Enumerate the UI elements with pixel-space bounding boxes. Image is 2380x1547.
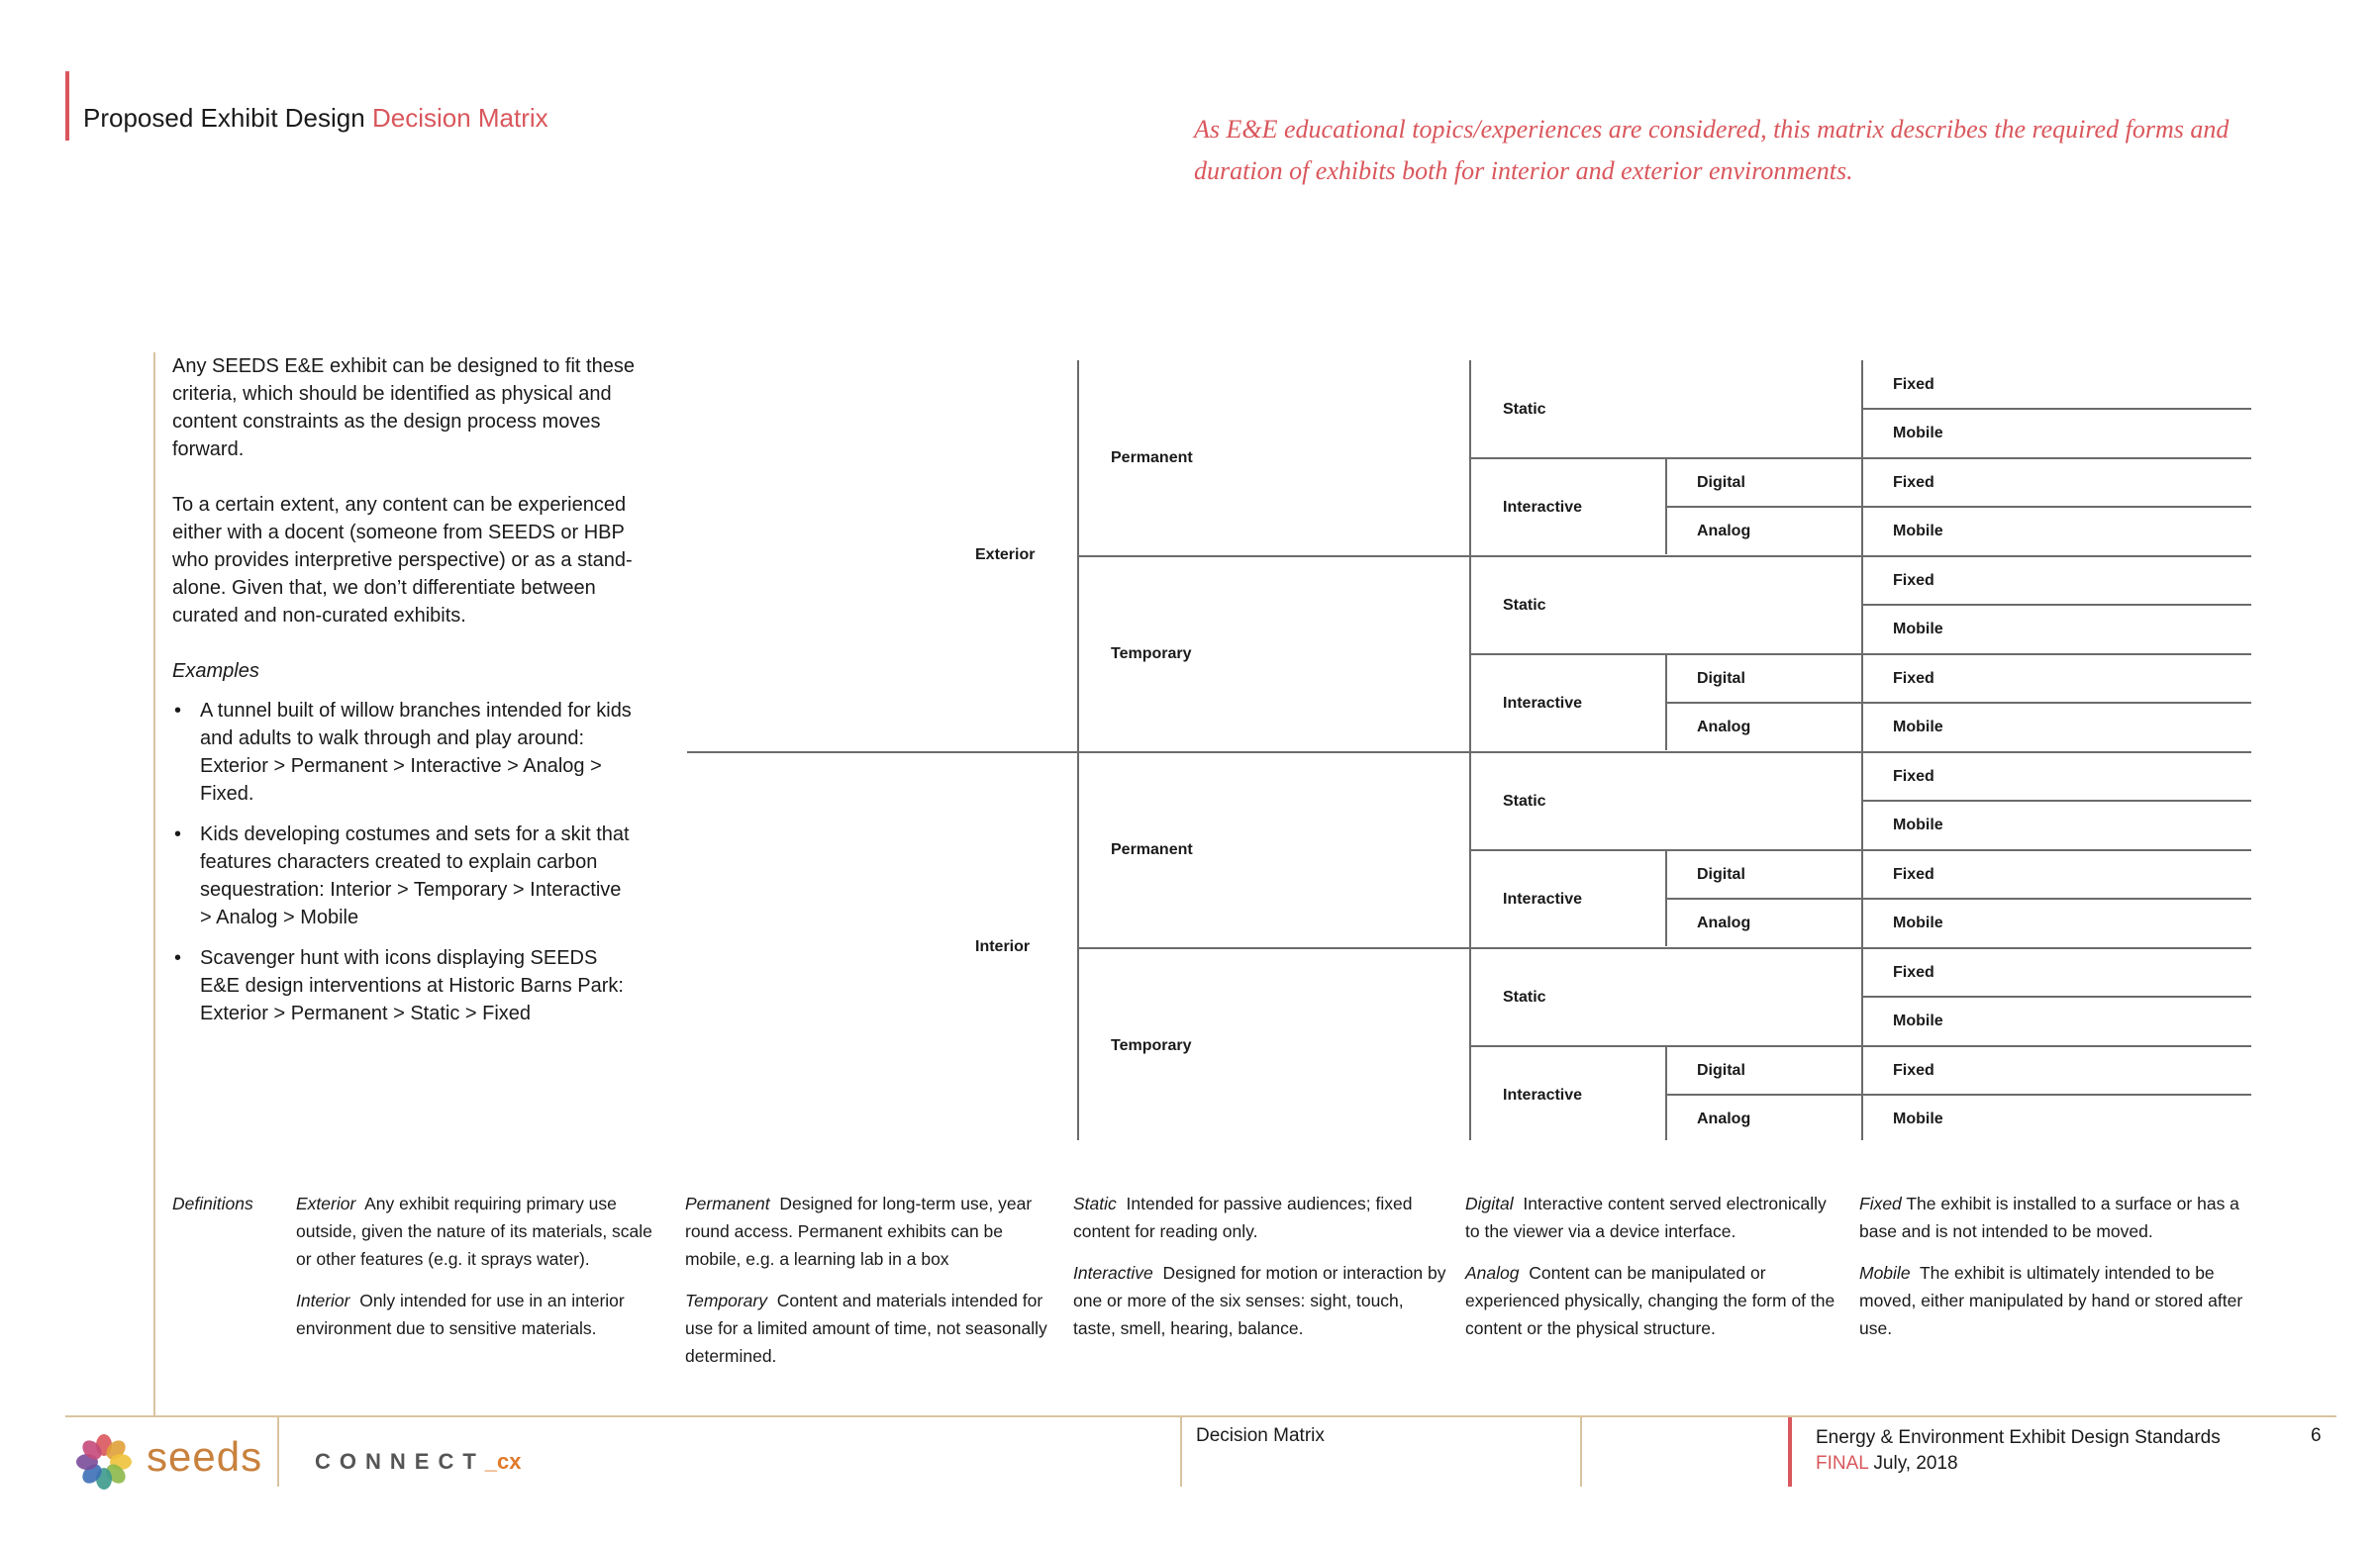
definition-text: The exhibit is ultimately intended to be moved, either manipulated by hand or stored after use. xyxy=(1859,1263,2243,1338)
matrix-label-analog: Analog xyxy=(1697,523,1751,539)
matrix-label-mobile: Mobile xyxy=(1893,1013,1943,1029)
footer-section-name: Decision Matrix xyxy=(1196,1425,1325,1446)
term: Analog xyxy=(1465,1263,1520,1283)
matrix-label-interior: Interior xyxy=(975,938,1031,955)
matrix-label-permanent: Permanent xyxy=(1111,449,1193,466)
flower-icon xyxy=(73,1431,135,1493)
matrix-hline-mode xyxy=(1469,1045,2251,1047)
matrix-label-fixed: Fixed xyxy=(1893,572,1934,589)
matrix-hline-mode xyxy=(1469,849,2251,851)
matrix-label-static: Static xyxy=(1503,989,1546,1006)
footer-accent-bar xyxy=(1788,1417,1792,1487)
footer-date: July, 2018 xyxy=(1873,1453,1958,1474)
matrix-label-mobile: Mobile xyxy=(1893,915,1943,931)
definition-analog xyxy=(1465,1259,1837,1342)
list-item: • A tunnel built of willow branches intended for kids and adults to walk through and play around: Exterior > Permanent > Interactive > Analog > Fixed. xyxy=(172,697,638,808)
matrix-label-mobile: Mobile xyxy=(1893,621,1943,637)
definition-text: Content can be manipulated or experienced physically, changing the form of the content or the physical structure. xyxy=(1465,1263,1835,1338)
matrix-label-digital: Digital xyxy=(1697,866,1745,883)
matrix-hline-mode xyxy=(1469,457,2251,459)
matrix-label-fixed: Fixed xyxy=(1893,866,1934,883)
matrix-hline-type xyxy=(1665,702,2251,704)
matrix-hline-placement xyxy=(1861,800,2251,802)
term: Permanent xyxy=(685,1194,770,1213)
matrix-hline-placement xyxy=(1861,996,2251,998)
definitions-environment xyxy=(296,1190,654,1356)
matrix-label-mobile: Mobile xyxy=(1893,817,1943,833)
matrix-label-mobile: Mobile xyxy=(1893,1111,1943,1127)
matrix-hline-placement xyxy=(1861,604,2251,606)
matrix-label-interactive: Interactive xyxy=(1503,891,1583,908)
definition-text: Only intended for use in an interior environment due to sensitive materials. xyxy=(296,1291,625,1338)
left-column xyxy=(172,352,638,1040)
matrix-hline-duration xyxy=(1077,947,2251,949)
matrix-hline-placement xyxy=(1861,408,2251,410)
term: Interactive xyxy=(1073,1263,1153,1283)
matrix-hline-duration xyxy=(1077,555,2251,557)
matrix-vline-duration xyxy=(1077,360,1079,1140)
footer-doc-title: Energy & Environment Exhibit Design Standards xyxy=(1816,1427,2221,1448)
title-accent-bar xyxy=(65,71,69,141)
seeds-logo-icon xyxy=(73,1431,135,1493)
left-column-rule xyxy=(153,352,155,1415)
intro-quote: As E&E educational topics/experiences are considered, this matrix describes the required forms and duration of exhibits both for interior and exterior environments. xyxy=(1194,115,2230,185)
matrix-label-temporary: Temporary xyxy=(1111,645,1192,662)
definitions-duration xyxy=(685,1190,1053,1384)
intro-paragraph: Any SEEDS E&E exhibit can be designed to fit these criteria, which should be identified as physical and content constraints as the design process moves forward. xyxy=(172,355,635,460)
definition-text: Interactive content served electronically to the viewer via a device interface. xyxy=(1465,1194,1827,1241)
definition-text: Intended for passive audiences; fixed content for reading only. xyxy=(1073,1194,1413,1241)
seeds-wordmark: seeds xyxy=(147,1433,263,1480)
term: Static xyxy=(1073,1194,1117,1213)
matrix-label-static: Static xyxy=(1503,793,1546,810)
definition-interactive xyxy=(1073,1259,1449,1342)
definition-text: Any exhibit requiring primary use outside, given the nature of its materials, scale or other features (e.g. it sprays water). xyxy=(296,1194,652,1269)
matrix-label-mobile: Mobile xyxy=(1893,425,1943,441)
matrix-label-fixed: Fixed xyxy=(1893,474,1934,491)
definition-static xyxy=(1073,1190,1449,1245)
definition-text: Content and materials intended for use for a limited amount of time, not seasonally determined. xyxy=(685,1291,1047,1366)
title-text: Proposed Exhibit Design xyxy=(83,103,365,133)
matrix-label-interactive: Interactive xyxy=(1503,499,1583,516)
cx-mark: _cx xyxy=(484,1449,522,1474)
term: Interior xyxy=(296,1291,350,1310)
matrix-hline-type xyxy=(1665,898,2251,900)
matrix-hline-type xyxy=(1665,1094,2251,1096)
matrix-label-interactive: Interactive xyxy=(1503,1087,1583,1104)
matrix-label-fixed: Fixed xyxy=(1893,376,1934,393)
connect-cx-logo xyxy=(315,1449,522,1475)
footer-divider xyxy=(1180,1417,1182,1487)
term: Digital xyxy=(1465,1194,1514,1213)
footer-divider xyxy=(277,1417,279,1487)
docent-paragraph: To a certain extent, any content can be experienced either with a docent (someone from SEEDS or HBP who provides interpretive perspective) or as a stand-alone. Given that, we don’t differentiate between curated and non-curated exhibits. xyxy=(172,494,633,627)
matrix-label-analog: Analog xyxy=(1697,915,1751,931)
matrix-label-fixed: Fixed xyxy=(1893,1062,1934,1079)
definitions-type xyxy=(1465,1190,1837,1356)
matrix-hline-mode xyxy=(1469,653,2251,655)
matrix-label-static: Static xyxy=(1503,597,1546,614)
matrix-label-digital: Digital xyxy=(1697,474,1745,491)
matrix-label-fixed: Fixed xyxy=(1893,768,1934,785)
term: Fixed xyxy=(1859,1194,1902,1213)
footer-document-info xyxy=(1816,1425,2221,1477)
definition-mobile xyxy=(1859,1259,2251,1342)
footer-divider xyxy=(1580,1417,1582,1487)
matrix-label-analog: Analog xyxy=(1697,719,1751,735)
matrix-label-interactive: Interactive xyxy=(1503,695,1583,712)
examples-list xyxy=(172,697,638,1027)
definitions-placement xyxy=(1859,1190,2251,1356)
footer-rule xyxy=(65,1415,2336,1417)
examples-heading: Examples xyxy=(172,660,259,682)
matrix-label-digital: Digital xyxy=(1697,1062,1745,1079)
matrix-label-fixed: Fixed xyxy=(1893,964,1934,981)
definition-text: The exhibit is installed to a surface or has a base and is not intended to be moved. xyxy=(1859,1194,2239,1241)
matrix-label-exterior: Exterior xyxy=(975,546,1036,563)
definition-exterior xyxy=(296,1190,654,1273)
definition-text: Designed for long-term use, year round access. Permanent exhibits can be mobile, e.g. a learning lab in a box xyxy=(685,1194,1033,1269)
matrix-label-fixed: Fixed xyxy=(1893,670,1934,687)
matrix-vline-mode xyxy=(1469,360,1471,1140)
definition-fixed xyxy=(1859,1190,2251,1245)
term: Temporary xyxy=(685,1291,767,1310)
footer-doc-status xyxy=(1816,1451,2221,1477)
definition-interior xyxy=(296,1287,654,1342)
page-number: 6 xyxy=(2311,1425,2322,1446)
definition-permanent xyxy=(685,1190,1053,1273)
list-item: • Scavenger hunt with icons displaying SEEDS E&E design interventions at Historic Barns Park: Exterior > Permanent > Static > Fixed xyxy=(172,944,638,1027)
matrix-label-static: Static xyxy=(1503,401,1546,418)
matrix-label-analog: Analog xyxy=(1697,1111,1751,1127)
matrix-label-mobile: Mobile xyxy=(1893,719,1943,735)
term: Mobile xyxy=(1859,1263,1911,1283)
definitions-heading-col xyxy=(172,1190,271,1217)
matrix-label-temporary: Temporary xyxy=(1111,1037,1192,1054)
definition-text: Designed for motion or interaction by one or more of the six senses: sight, touch, taste, smell, hearing, balance. xyxy=(1073,1263,1446,1338)
connect-wordmark: CONNECT xyxy=(315,1449,485,1474)
status-badge: FINAL xyxy=(1816,1453,1869,1474)
definitions-heading: Definitions xyxy=(172,1194,253,1213)
definitions-mode xyxy=(1073,1190,1449,1356)
matrix-vline-type xyxy=(1665,1045,1667,1140)
matrix-label-permanent: Permanent xyxy=(1111,841,1193,858)
definition-digital xyxy=(1465,1190,1837,1245)
term: Exterior xyxy=(296,1194,356,1213)
page-title xyxy=(83,103,548,134)
matrix-label-digital: Digital xyxy=(1697,670,1745,687)
matrix-vline-placement xyxy=(1861,360,1863,1140)
matrix-hline-environment xyxy=(687,751,2251,753)
title-highlight: Decision Matrix xyxy=(371,103,548,133)
matrix-hline-type xyxy=(1665,506,2251,508)
matrix-label-mobile: Mobile xyxy=(1893,523,1943,539)
list-item: • Kids developing costumes and sets for a skit that features characters created to explain carbon sequestration: Interior > Temporary > Interactive > Analog > Mobile xyxy=(172,821,638,931)
definition-temporary xyxy=(685,1287,1053,1370)
